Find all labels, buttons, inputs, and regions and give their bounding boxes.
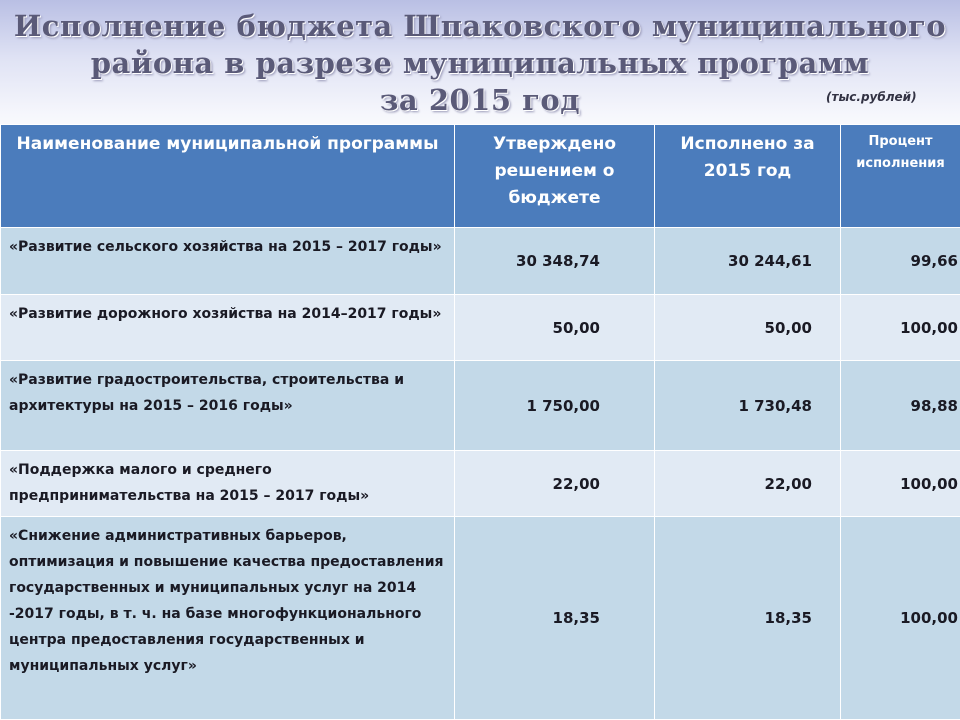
header-row: [1, 125, 960, 228]
executed-cell: 18,35: [655, 517, 841, 720]
table-row: [1, 228, 960, 295]
percent-cell: 98,88: [841, 361, 960, 451]
header-program-name: Наименование муниципальной программы: [1, 125, 455, 228]
approved-cell: 1 750,00: [455, 361, 655, 451]
program-name-cell: «Развитие градостроительства, строительства и архитектуры на 2015 – 2016 годы»: [1, 361, 455, 451]
program-name-cell: «Развитие сельского хозяйства на 2015 – 2017 годы»: [1, 228, 455, 295]
approved-cell: 30 348,74: [455, 228, 655, 295]
executed-cell: 22,00: [655, 451, 841, 517]
table-row: [1, 295, 960, 361]
budget-table: [0, 124, 960, 720]
percent-cell: 100,00: [841, 517, 960, 720]
title-line-2: района в разрезе муниципальных программ: [90, 46, 870, 80]
approved-cell: 22,00: [455, 451, 655, 517]
percent-cell: 100,00: [841, 295, 960, 361]
table-row: [1, 517, 960, 720]
header-percent: Процент исполнения: [841, 125, 960, 228]
executed-cell: 30 244,61: [655, 228, 841, 295]
approved-cell: 50,00: [455, 295, 655, 361]
title-line-1: Исполнение бюджета Шпаковского муниципального: [13, 9, 947, 43]
executed-cell: 1 730,48: [655, 361, 841, 451]
program-name-cell: «Развитие дорожного хозяйства на 2014–2017 годы»: [1, 295, 455, 361]
percent-cell: 100,00: [841, 451, 960, 517]
table-row: [1, 361, 960, 451]
program-name-cell: «Снижение административных барьеров, оптимизация и повышение качества предоставления государственных и муниципальных услуг на 2014 -2017 годы, в т. ч. на базе многофункционального центра предоставления государственных и муниципальных услуг»: [1, 517, 455, 720]
slide-title: [0, 8, 960, 119]
title-line-3: за 2015 год: [379, 83, 581, 117]
units-label: (тыс.рублей): [826, 90, 917, 104]
program-name-cell: «Поддержка малого и среднего предпринимательства на 2015 – 2017 годы»: [1, 451, 455, 517]
executed-cell: 50,00: [655, 295, 841, 361]
percent-cell: 99,66: [841, 228, 960, 295]
header-approved: Утверждено решением о бюджете: [455, 125, 655, 228]
approved-cell: 18,35: [455, 517, 655, 720]
table-row: [1, 451, 960, 517]
header-executed: Исполнено за 2015 год: [655, 125, 841, 228]
